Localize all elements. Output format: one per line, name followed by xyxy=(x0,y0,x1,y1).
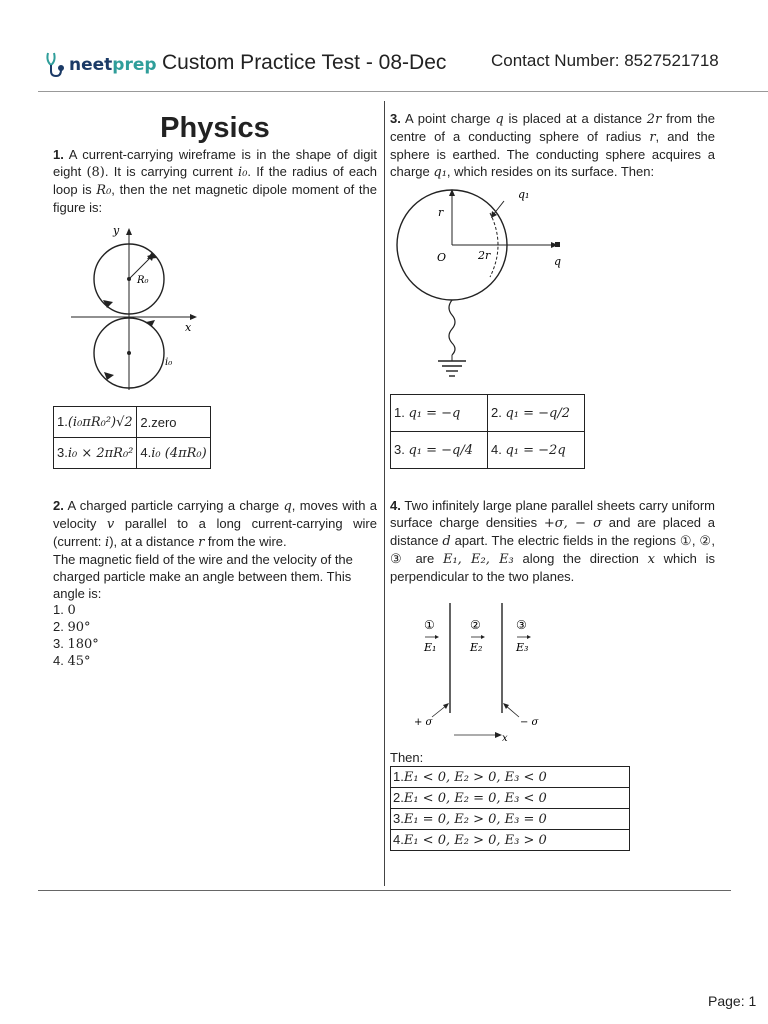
column-divider xyxy=(384,101,385,886)
field-e2-label: E₂ xyxy=(470,641,483,654)
question-2: 2. A charged particle carrying a charge q, moves with a velocity v parallel to a long current-carrying wire (current: i), at a distance r from the wire. The magnetic field of the wire and the velocity of the charged particle make an angle between them. This angle is: 1. 0 2. 90° 3. 180° 4. 45° xyxy=(53,498,377,669)
region-3-marker: ③ xyxy=(516,618,527,632)
option-1[interactable]: 1. q₁ = −q xyxy=(391,395,488,432)
question-3: 3. A point charge q is placed at a distance 2r from the centre of a conducting sphere of radius r, and the sphere is earthed. The conducting sphere acquires a charge q₁, which resides on its surface. Then: q₁ r O 2r q 1. q₁ = −q 2. q₁ = −q/2 3. q₁ = −q/4 4. q₁ = −2q xyxy=(390,110,715,469)
option-4[interactable]: 4.E₁ < 0, E₂ > 0, E₃ > 0 xyxy=(391,830,630,851)
field-e3-label: E₃ xyxy=(516,641,529,654)
x-axis-label: x xyxy=(185,321,192,334)
contact-number: Contact Number: 8527521718 xyxy=(491,51,719,70)
option-4[interactable]: 4.i₀ (4πR₀) xyxy=(137,438,210,469)
stethoscope-icon xyxy=(44,51,66,79)
left-column xyxy=(53,110,377,670)
figure-eight-loop-diagram xyxy=(67,222,217,402)
option-3[interactable]: 3. 180° xyxy=(53,636,99,652)
field-e1-label: E₁ xyxy=(424,641,437,654)
region-2-marker: ② xyxy=(470,618,481,632)
option-3[interactable]: 3.E₁ = 0, E₂ > 0, E₃ = 0 xyxy=(391,809,630,830)
option-4[interactable]: 4. q₁ = −2q xyxy=(488,432,585,469)
q4-then: Then: xyxy=(390,750,424,765)
option-2[interactable]: 2.E₁ < 0, E₂ = 0, E₃ < 0 xyxy=(391,788,630,809)
q3-options-table xyxy=(390,394,585,469)
current-label: i₀ xyxy=(165,357,173,368)
radius-label: R₀ xyxy=(137,275,149,286)
page-number: Page: 1 xyxy=(708,993,757,1009)
option-3[interactable]: 3.i₀ × 2πR₀² xyxy=(54,438,137,469)
option-1[interactable]: 1.E₁ < 0, E₂ > 0, E₃ < 0 xyxy=(391,767,630,788)
center-label: O xyxy=(437,251,447,264)
option-3[interactable]: 3. q₁ = −q/4 xyxy=(391,432,488,469)
footer-divider xyxy=(38,890,731,891)
subject-title: Physics xyxy=(160,112,270,144)
option-1[interactable]: 1. 0 xyxy=(53,602,76,618)
conducting-sphere-diagram xyxy=(394,183,574,388)
q1-label: q₁ xyxy=(518,188,530,201)
q1-options-table xyxy=(53,406,211,469)
right-column xyxy=(390,110,715,851)
q4-options-table xyxy=(390,766,630,851)
q2-options-list xyxy=(53,602,377,670)
minus-sigma-label: − σ xyxy=(520,717,539,728)
y-axis-label: y xyxy=(113,224,120,237)
option-2[interactable]: 2. q₁ = −q/2 xyxy=(488,395,585,432)
plus-sigma-label: + σ xyxy=(414,717,433,728)
region-1-marker: ① xyxy=(424,618,435,632)
option-1[interactable]: 1.(i₀πR₀²)√2 xyxy=(54,407,137,438)
question-4: 4. Two infinitely large plane parallel sheets carry uniform surface charge densities +σ, − σ and are placed a distance d apart. The electric fields in the regions ①, ②, ③ are E₁, E₂, E₃ along the direction x which is perpendicular to the two planes. ① ② ③ E₁ E₂ E₃ + σ − σ x Then: 1.E₁ < 0, E₂ > 0, E₃ < 0 2.E₁ < 0, E₂ = 0, E₃ < 0 3.E₁ = 0, E₂ > 0, E₃ = 0 4.E₁ < 0, E₂ > 0, E₃ > 0 xyxy=(390,497,715,851)
radius-label: r xyxy=(438,206,444,219)
header-divider xyxy=(38,91,768,92)
option-2[interactable]: 2. 90° xyxy=(53,619,91,635)
charge-label: q xyxy=(554,255,562,268)
parallel-sheets-diagram xyxy=(394,595,554,745)
document-title: Custom Practice Test - 08-Dec xyxy=(162,51,447,74)
distance-label: 2r xyxy=(478,249,491,262)
option-4[interactable]: 4. 45° xyxy=(53,653,91,669)
option-2[interactable]: 2.zero xyxy=(137,407,210,438)
neetprep-logo: neetprep xyxy=(44,50,157,80)
question-1: 1. A current-carrying wireframe is in the shape of digit eight (8). It is carrying current i₀. If the radius of each loop is R₀, then the net magnetic dipole moment of the figure is: y x R₀ i₀ 1.(i₀πR₀²)√2 2.zero 3.i₀ × 2πR₀² 4.i₀ (4πR₀) xyxy=(53,146,377,469)
page-header xyxy=(0,0,768,92)
x-direction-label: x xyxy=(502,733,508,744)
